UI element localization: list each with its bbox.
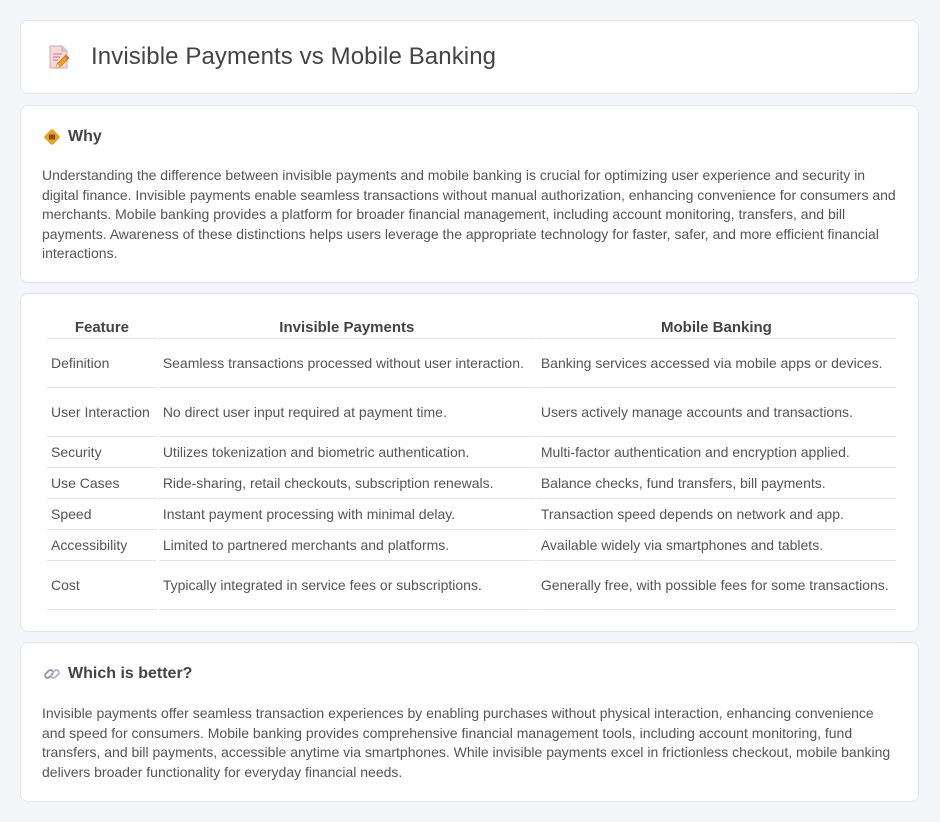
invisible-cell: Typically integrated in service fees or subscriptions. [159,561,535,610]
why-header [43,128,102,146]
feature-cell: Accessibility [47,530,157,561]
table-row [47,561,896,610]
invisible-cell: Limited to partnered merchants and platforms. [159,530,535,561]
table-header-row [47,314,896,339]
mobile-cell: Generally free, with possible fees for some transactions. [537,561,896,610]
feature-cell: Security [47,437,157,468]
invisible-cell: Ride-sharing, retail checkouts, subscription renewals. [159,468,535,499]
invisible-cell: Seamless transactions processed without user interaction. [159,339,535,388]
why-heading: Why [68,128,102,145]
table-row [47,388,896,437]
mobile-cell: Transaction speed depends on network and app. [537,499,896,530]
invisible-cell: Utilizes tokenization and biometric authentication. [159,437,535,468]
feature-cell: Speed [47,499,157,530]
mobile-cell: Available widely via smartphones and tablets. [537,530,896,561]
better-heading: Which is better? [68,665,193,682]
title-card [20,20,919,94]
table-row [47,499,896,530]
page-header [47,43,496,71]
mobile-cell: Users actively manage accounts and transactions. [537,388,896,437]
better-section [20,642,919,802]
invisible-cell: Instant payment processing with minimal delay. [159,499,535,530]
document-pencil-icon [47,44,71,70]
header-mobile-banking: Mobile Banking [537,314,896,339]
mobile-cell: Multi-factor authentication and encryption applied. [537,437,896,468]
page-title: Invisible Payments vs Mobile Banking [91,43,497,70]
table-row [47,339,896,388]
table-row [47,468,896,499]
feature-cell: Cost [47,561,157,610]
table-row [47,437,896,468]
mobile-cell: Banking services accessed via mobile apps or devices. [537,339,896,388]
header-invisible-payments: Invisible Payments [159,314,535,339]
why-section [20,105,919,283]
comparison-section [20,293,919,632]
invisible-cell: No direct user input required at payment time. [159,388,535,437]
better-paragraph: Invisible payments offer seamless transaction experiences by enabling purchases without physical interaction, enhancing convenience and speed for consumers. Mobile banking provides comprehensive financial management tools, including account monitoring, fund transfers, and bill payments, accessible anytime via smartphones. While invisible payments excel in frictionless checkout, mobile banking delivers broader functionality for everyday financial needs. [42,705,891,780]
why-paragraph: Understanding the difference between invisible payments and mobile banking is crucial for optimizing user experience and security in digital finance. Invisible payments enable seamless transactions without manual authorization, enhancing convenience for consumers and merchants. Mobile banking provides a platform for broader financial management, including account monitoring, transfers, and bill payments. Awareness of these distinctions helps users leverage the appropriate technology for faster, safer, and more efficient financial interactions. [42,167,896,262]
better-header [43,665,192,683]
link-icon [43,665,61,683]
header-feature: Feature [47,314,157,339]
feature-cell: Definition [47,339,157,388]
diamond-warning-icon [43,128,61,146]
feature-cell: User Interaction [47,388,157,437]
mobile-cell: Balance checks, fund transfers, bill payments. [537,468,896,499]
comparison-table [45,314,898,610]
feature-cell: Use Cases [47,468,157,499]
table-row [47,530,896,561]
